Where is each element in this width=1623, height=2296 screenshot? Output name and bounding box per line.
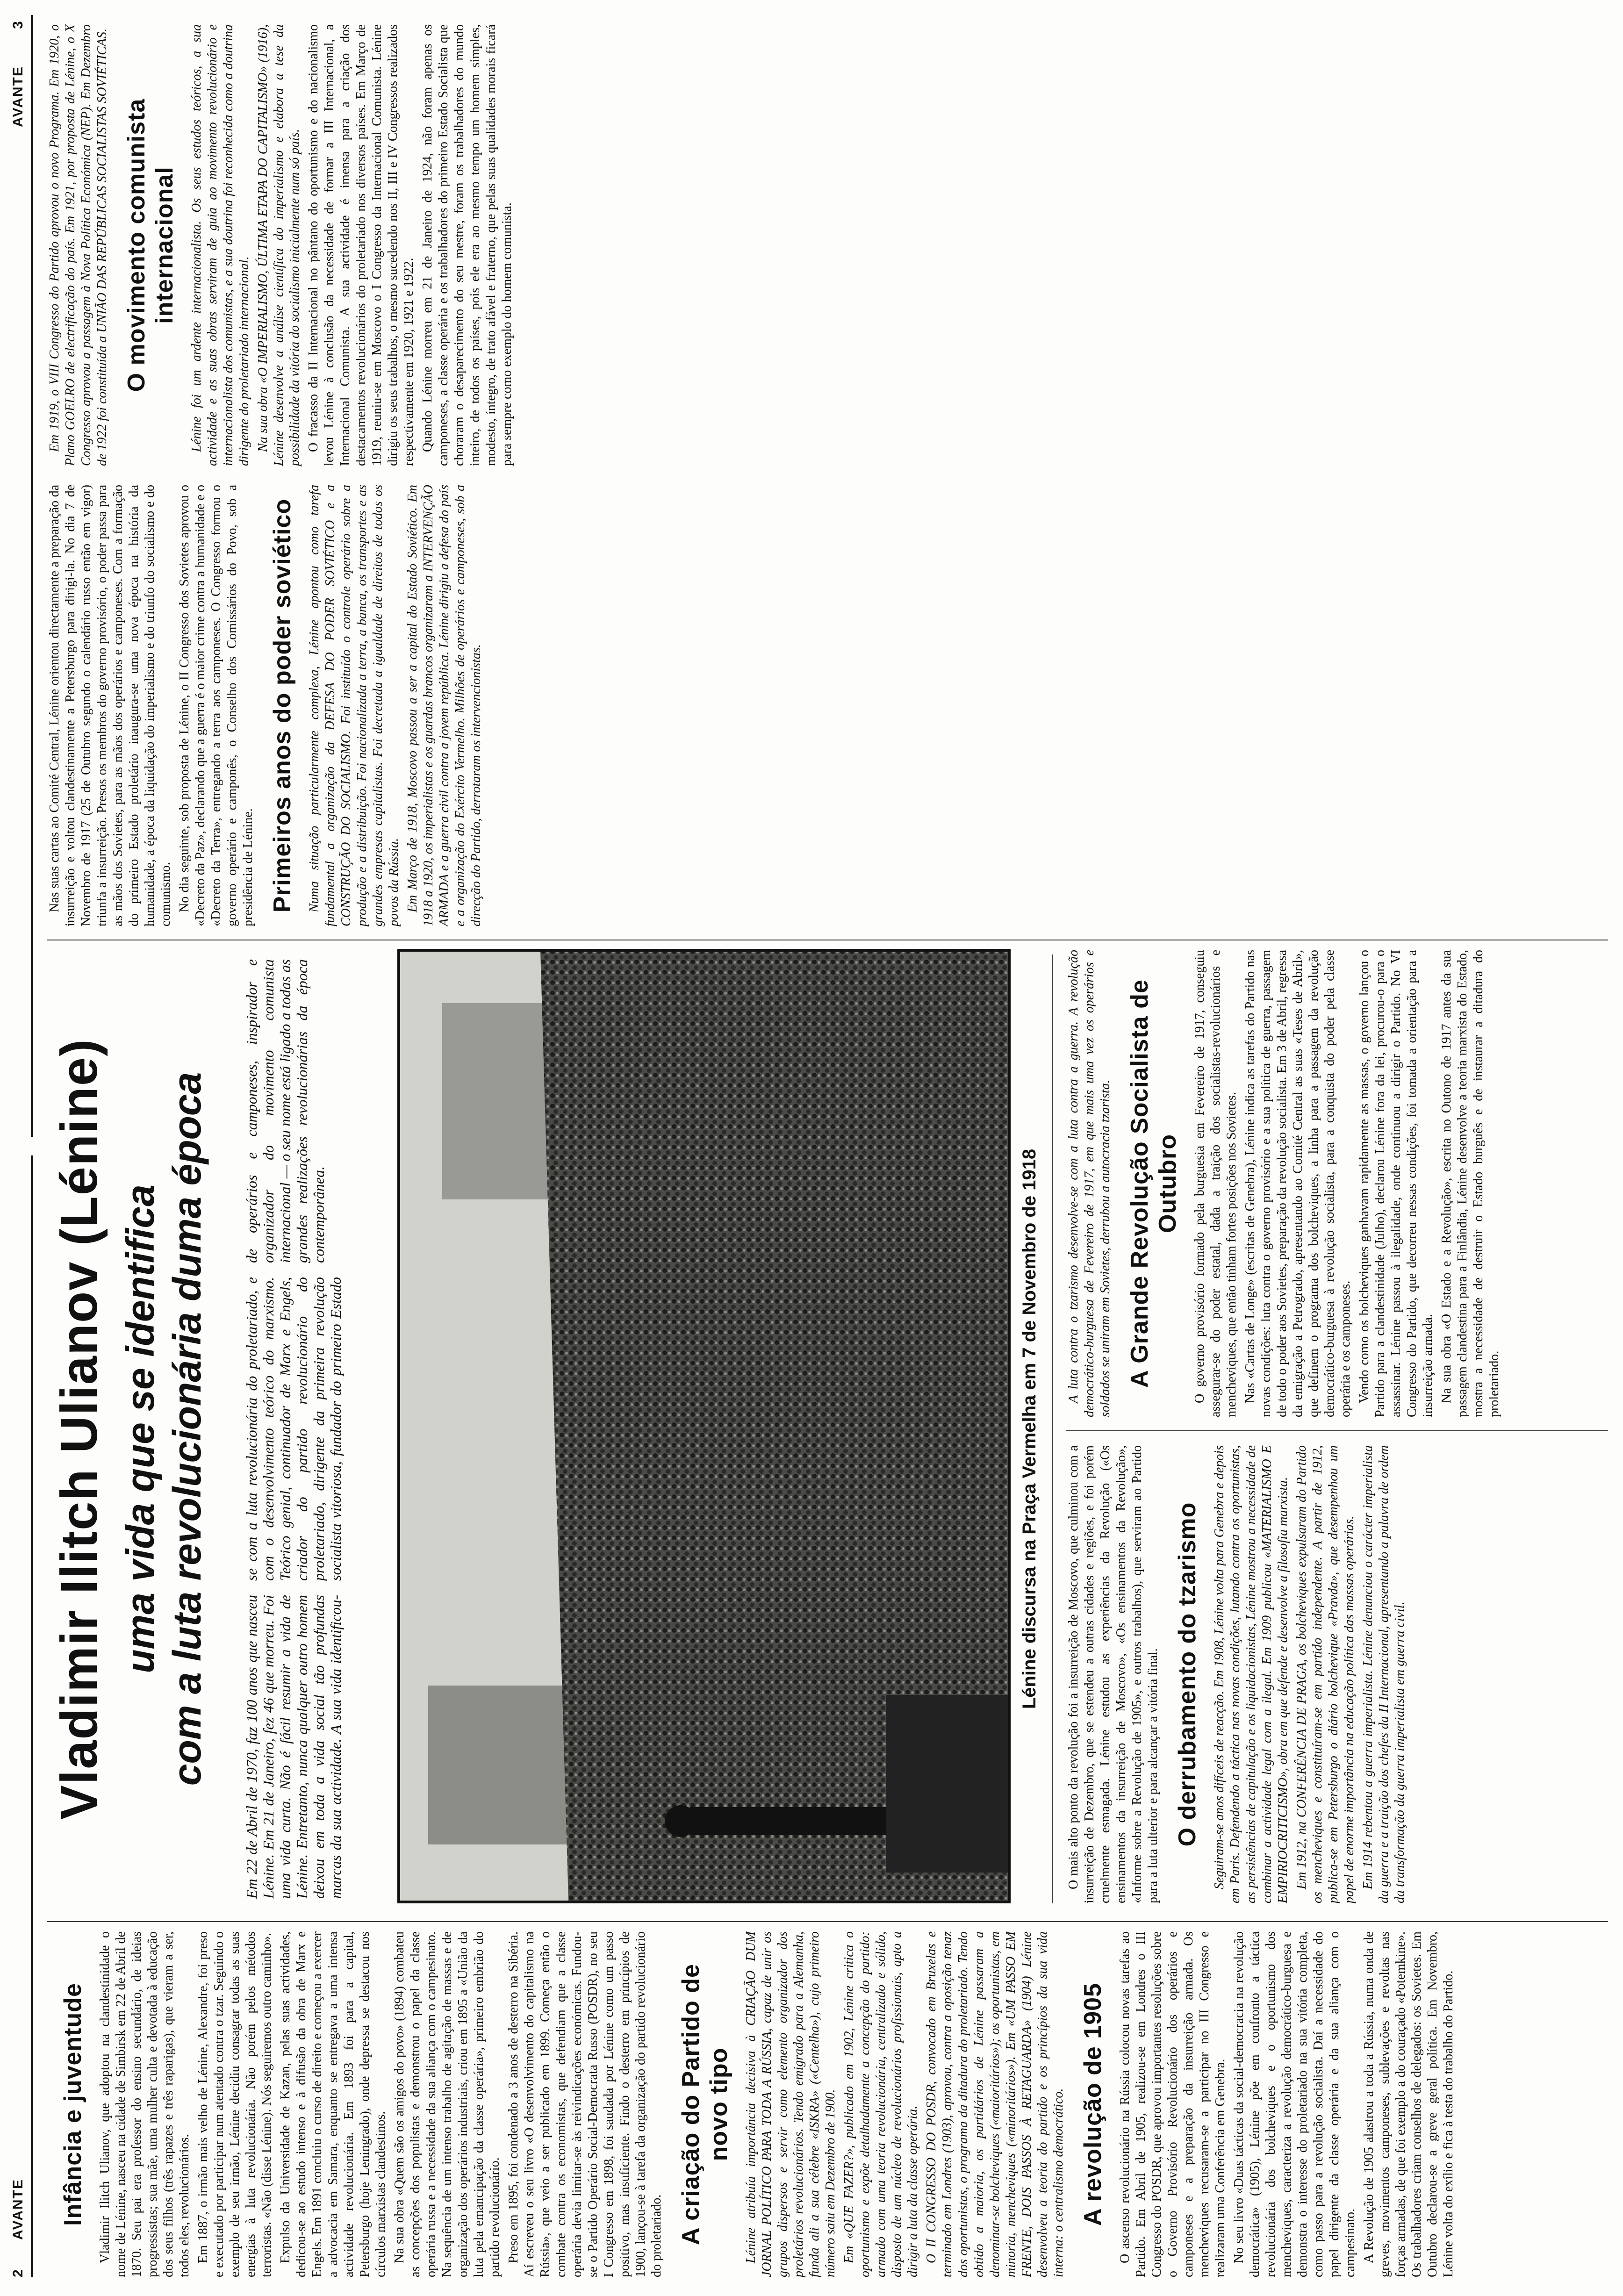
subheadline-1: uma vida que se identifica: [118, 1184, 162, 1673]
paragraph: A luta contra o tzarismo desenvolve-se com a luta contra a guerra. A revolução democrático-burguesa de Fevereiro de 1917, em que mais uma vez os operários e soldados se uniram em Sovietes, derrubou a autocracia tzarista.: [1066, 950, 1113, 1417]
section-title-primeiros-anos: Primeiros anos do poder soviético: [269, 498, 296, 913]
paragraph: Numa situação particularmente complexa, Lénine apontou como tarefa fundamental a organização da DEFESA DO PODER SOVIÉTICO e a CONSTRUÇÃO DO SOCIALISMO. Foi instituído o controle operário sobre a produção e a distribuição. Foi nacionalizada a terra, a banca, os transportes e as grandes empresas capitalistas. Foi decretada a igualdade de direitos de todos os povos da Rússia.: [307, 485, 401, 926]
paragraph: O ascenso revolucionário na Rússia colocou novas tarefas ao Partido. Em Abril de 1905, realizou-se em Londres o III Congresso do POSDR, que aprovou importantes resoluções sobre o Governo Provisório Revolucionário dos operários e camponeses e a preparação da insurreição armada. Os mencheviques recusaram-se a participar no III Congresso e realizaram uma Conferência em Genebra.: [1118, 1931, 1228, 2277]
left-header-rule: [31, 1155, 33, 2277]
caption-rule: [1052, 954, 1053, 1903]
crowd-photo-image: [400, 952, 1008, 1901]
paragraph: Na sua obra «Quem são os amigos do povo» (1894) combateu as concepções dos populistas e demonstrou o papel da classe operária russa e a necessidade da sua aliança com o campesinato. Na sequência de um intenso trabalho de agitação de massas e de organização dos operários industriais, criou em 1895 a «União da luta pela emancipação da classe operária», primeiro embrião do partido revolucionário.: [392, 1931, 502, 2277]
left-page-number: 2: [10, 2268, 26, 2277]
right-header-rule: [31, 15, 33, 1137]
column-divider: [1066, 1430, 1608, 1431]
paragraph: Lénine foi um ardente internacionalista. Os seus estudos teóricos, a sua actividade e as suas obras serviram de guia ao movimento revolucionário e internacionalista dos comunistas, e a sua doutrina foi reconhecida como a doutrina dirigente do proletariado internacional.: [189, 24, 251, 466]
paragraph: Expulso da Universidade de Kazan, pelas suas actividades, dedicou-se ao estudo intenso e à difusão da obra de Marx e Engels. Em 1891 concluiu o curso de direito e começou a exercer a advocacia em Samara, enquanto se entregava a uma intensa actividade revolucionária. Em 1893 foi para a capital, Petersburgo (hoje Leningrado), onde depressa se destacou nos círculos marxistas clandestinos.: [278, 1931, 388, 2277]
paragraph: O governo provisório formado pela burguesia em Fevereiro de 1917, conseguiu assegurar-se do poder estatal, dada a traição dos socialistas-revolucionários e mencheviques, que então tinham fortes posições nos Sovietes.: [1192, 950, 1239, 1417]
paragraph: Quando Lénine morreu em 21 de Janeiro de 1924, não foram apenas os camponeses, a classe operária e os trabalhadores do primeiro Estado Socialista que choraram o desaparecimento do seu mestre, foram os trabalhadores do mundo inteiro, de todos os países, pois ele era ao mesmo tempo um homem simples, modesto, íntegro, de trato afável e fraterno, que pelas suas qualidades morais ficará para sempre como exemplo do homem comunista.: [420, 24, 514, 466]
paragraph: Em 1914 rebentou a guerra imperialista. Lénine denunciou o carácter imperialista da guerra e a traição dos chefes da II Internacional, apresentando a palavra de ordem da transformação da guerra imperialista em guerra civil.: [1361, 1445, 1407, 1903]
headline: Vladimir Ilitch Ulianov (Lénine): [50, 1038, 108, 1820]
column-4: [1066, 950, 1608, 1417]
photo-caption: Lénine discursa na Praça Vermelha em 7 de Novembro de 1918: [1019, 1148, 1040, 1709]
photo-lenin-red-square: [397, 949, 1011, 1903]
paragraph: No seu livro «Duas tácticas da social-democracia na revolução democrática» (1905), Lénine põe em confronto a táctica revolucionária dos bolcheviques e o oportunismo dos mencheviques, caracteriza a revolução democrático-burguesa e demonstra o interesse do proletariado na sua vitória completa, como passo para a revolução socialista. Daí a necessidade do papel dirigente da classe operária e da sua aliança com o campesinato.: [1232, 1931, 1357, 2277]
paragraph: Vladimir Ilitch Ulianov, que adoptou na clandestinidade o nome de Lénine, nasceu na cidade de Simbirsk em 22 de Abril de 1870. Seu pai era professor do ensino secundário, de ideias progressistas; sua mãe, uma mulher culta e devotada à educação dos seus filhos (três rapazes e três raparigas), que vieram a ser, todos eles, revolucionários.: [98, 1931, 192, 2277]
subheadline-2: com a luta revolucionária duma época: [165, 1072, 209, 1786]
paragraph: Em «QUE FAZER?», publicado em 1902, Lénine critica o oportunismo e expõe detalhadamente a concepção do partido: armado com uma teoria revolucionária, centralizado e sólido, disposto de um núcleo de revolucionários profissionais, apto a dirigir a luta da classe operária.: [842, 1931, 920, 2277]
column-3: [1066, 1445, 1608, 1903]
section-title-outubro: A Grande Revolução Socialista de Outubro: [1126, 979, 1181, 1388]
paragraph: Preso em 1895, foi condenado a 3 anos de desterro na Sibéria. Aí escreveu o seu livro «O desenvolvimento do capitalismo na Rússia», que veio a ser publicado em 1899. Começa então o combate contra os economistas, que defendiam que a classe operária devia limitar-se às reivindicações económicas. Fundou-se o Partido Operário Social-Democrata Russo (POSDR), no seu I Congresso em 1898, foi saudada por Lénine como um passo positivo, mas insuficiente. Findo o desterro em princípios de 1900, lançou-se à tarefa da organização do partido revolucionário do proletariado.: [506, 1931, 664, 2277]
paragraph: Lénine atribuía importância decisiva à CRIAÇÃO DUM JORNAL POLÍTICO PARA TODA A RÚSSIA, capaz de unir os grupos dispersos e servir como elemento organizador dos proletários revolucionários. Tendo emigrado para a Alemanha, funda ali a sua célebre «ISKRA» («Centelha»), cujo primeiro número saiu em Dezembro de 1900.: [744, 1931, 838, 2277]
section-title-movimento-comunista: O movimento comunista internacional: [123, 98, 178, 392]
paragraph: Nas «Cartas de Longe» (escritas de Genebra), Lénine indica as tarefas do Partido nas novas condições: luta contra o governo provisório e a sua política de guerra, passagem de todo o poder aos Sovietes, preparação da revolução socialista. Em 3 de Abril, regressa da emigração a Petrogrado, apresentando ao Comité Central as suas «Teses de Abril», que definem o programa dos bolcheviques, a linha para a passagem da revolução democrático-burguesa à revolução socialista, para a conquista do poder pela classe operária e os camponeses.: [1243, 950, 1353, 1417]
section-title-derrubamento: O derrubamento do tzarismo: [1174, 1502, 1201, 1847]
paragraph: O mais alto ponto da revolução foi a insurreição de Moscovo, que culminou com a insurreição de Dezembro, que se estendeu a outras cidades e regiões, e foi porém cruelmente esmagada. Lénine estudou as experiências da Revolução («Os ensinamentos da insurreição de Moscovo», «Os ensinamentos da Revolução», «Informe sobre a Revolução de 1905», e outros trabalhos), que serviram ao Partido para a luta ulterior e para alcançar a vitória final.: [1066, 1445, 1160, 1903]
paragraph: Na sua obra «O Estado e a Revolução», escrita no Outono de 1917 antes da sua passagem clandestina para a Finlândia, Lénine desenvolve a teoria marxista do Estado, mostra a necessidade de destruir o Estado burguês e de instaurar a ditadura do proletariado.: [1439, 950, 1501, 1417]
paragraph: Em 1912, na CONFERÊNCIA DE PRAGA, os bolcheviques expulsaram do Partido os mencheviques e constituíram-se em partido independente. A partir de 1912, publica-se em Petersburgo o diário bolchevique «Pravda», que desempenhou um papel de enorme importância na educação política das massas operárias.: [1294, 1445, 1357, 1903]
paragraph: Seguiram-se anos difíceis de reacção. Em 1908, Lénine volta para Genebra e depois em Paris. Defendendo a táctica nas novas condições, lutando contra os oportunistas, as persistências de capitulação e os liquidacionistas, Lénine mostrou a necessidade de combinar a actividade legal com a ilegal. Em 1909 publicou «MATERIALISMO E EMPIRIOCRITICISMO», obra em que defende e desenvolve a filosofia marxista.: [1212, 1445, 1290, 1903]
paragraph: Nas suas cartas ao Comité Central, Lénine orientou directamente a preparação da insurreição e voltou clandestinamente a Petersburgo para dirigi-la. No dia 7 de Novembro de 1917 (25 de Outubro segundo o calendário russo então em vigor) triunfa a insurreição. Presos os membros do governo provisório, o poder passa para as mãos dos Sovietes, para as mãos dos operários e camponeses. Com a formação do primeiro Estado proletário inaugura-se uma nova época na história da humanidade, a época da liquidação do imperialismo e do triunfo do socialismo e do comunismo.: [47, 485, 173, 926]
left-masthead: AVANTE: [10, 2179, 26, 2240]
column-divider: [47, 1921, 1608, 1922]
paragraph: No dia seguinte, sob proposta de Lénine, o II Congresso dos Sovietes aprovou o «Decreto da Paz», declarando que a guerra é o maior crime contra a humanidade e o «Decreto da Terra», entregando a terra aos camponeses. O Congresso formou o governo operário e camponês, o Conselho dos Comissários do Povo, sob a presidência de Lénine.: [177, 485, 255, 926]
column-5: [47, 24, 1608, 926]
paragraph: Em 1887, o irmão mais velho de Lénine, Alexandre, foi preso e executado por participar num atentado contra o tzar. Seguindo o exemplo de seu irmão, Lénine decidiu consagrar todas as suas energias à luta revolucionária. Não porém pelos métodos terroristas. «Não (disse Lénine). Nós seguiremos outro caminho».: [196, 1931, 274, 2277]
paragraph: O II CONGRESSO DO POSDR, convocado em Bruxelas e terminado em Londres (1903), aprovou, contra a oposição tenaz dos oportunistas, o programa da ditadura do proletariado. Tendo obtido a maioria, os partidários de Lénine passaram a denominar-se bolcheviques («maioritários»); os oportunistas, em minoria, mencheviques («minoritários»). Em «UM PASSO EM FRENTE, DOIS PASSOS À RETAGUARDA» (1904) Lénine desenvolveu a teoria do partido e os princípios da sua vida interna: o centralismo democrático.: [924, 1931, 1066, 2277]
paragraph: Na sua obra «O IMPERIALISMO, ÚLTIMA ETAPA DO CAPITALISMO» (1916), Lénine desenvolve a análise científica do imperialismo e elabora a tese da possibilidade da vitória do socialismo inicialmente num só país.: [256, 24, 302, 466]
paragraph: Em Março de 1918, Moscovo passou a ser a capital do Estado Soviético. Em 1918 a 1920, os imperialistas e os guardas brancos organizaram a INTERVENÇÃO ARMADA e a guerra civil contra a jovem república. Lénine dirigiu a defesa do país e a organização do Exército Vermelho. Milhões de operários e camponeses, sob a direcção do Partido, derrotaram os intervencionistas.: [405, 485, 483, 926]
right-page-number: 3: [10, 20, 26, 29]
column-1: [47, 1931, 1608, 2277]
paragraph: A Revolução de 1905 alastrou a toda a Rússia, numa onda de greves, movimentos camponeses, sublevações e revoltas nas forças armadas, de que foi exemplo a do couraçado «Potemkine». Os trabalhadores criam conselhos de delegados: os Sovietes. Em Outubro declarou-se a greve geral política. Em Novembro, Lénine volta do exílio e fica à testa do trabalho do Partido.: [1362, 1931, 1456, 2277]
right-masthead: AVANTE: [10, 66, 26, 127]
section-title-infancia: Infância e juventude: [59, 1983, 86, 2226]
paragraph: O fracasso da II Internacional no pântano do oportunismo e do nacionalismo levou Lénine à conclusão da necessidade de formar a III Internacional, a Internacional Comunista. A sua actividade é imensa para a criação dos destacamentos revolucionários do proletariado nos diversos países. Em Março de 1919, reuniu-se em Moscovo o I Congresso da Internacional Comunista. Lénine dirigiu os seus trabalhos, o mesmo sucedendo nos II, III e IV Congressos realizados respectivamente em 1920, 1921 e 1922.: [306, 24, 416, 466]
paragraph: Em 1919, o VIII Congresso do Partido aprovou o novo Programa. Em 1920, o Plano GOELRO de electrificação do país. Em 1921, por proposta de Lénine, o X Congresso aprovou a passagem à Nova Política Económica (NEP). Em Dezembro de 1922 foi constituída a UNIÃO DAS REPÚBLICAS SOCIALISTAS SOVIÉTICAS.: [47, 24, 109, 466]
headline-block: [51, 950, 210, 1908]
lead-paragraph: Em 22 de Abril de 1970, faz 100 anos que nasceu Lénine. Em 21 de Janeiro, fez 46 que morreu. Foi uma vida curta. Não é fácil resumir a vida de Lénine. Entretanto, nunca qualquer outro homem deixou em toda a vida social tão profundas marcas da sua actividade. A sua vida identificou-se com a luta revolucionária do proletariado, e com o desenvolvimento teórico do marxismo. Teórico genial, continuador de Marx e Engels, criador do partido revolucionário do proletariado, dirigente da primeira revolução socialista vitoriosa, fundador do primeiro Estado de operários e camponeses, inspirador e organizador do movimento comunista internacional — o seu nome está ligado a todas as grandes realizações revolucionárias da época contemporânea.: [243, 959, 344, 1899]
section-title-partido: A criação do Partido de novo tipo: [677, 1964, 733, 2245]
section-title-1905: A revolução de 1905: [1079, 1983, 1106, 2226]
paragraph: Vendo como os bolcheviques ganhavam rapidamente as massas, o governo lançou o Partido para a clandestinidade (Julho), declarou Lénine fora da lei, procurou-o para o assassinar. Lénine passou à ilegalidade, onde continuou a dirigir o Partido. No VI Congresso do Partido, que decorreu nessas condições, foi tomada a orientação para a insurreição armada.: [1357, 950, 1435, 1417]
